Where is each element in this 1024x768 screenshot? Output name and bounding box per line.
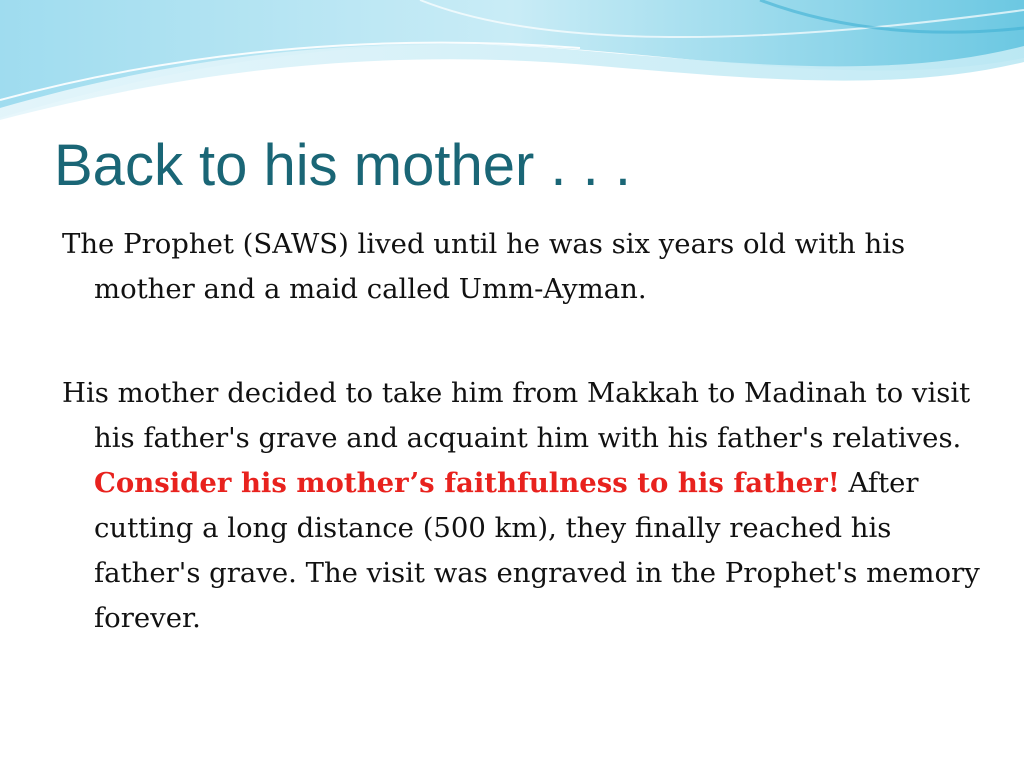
- paragraph-2: [62, 371, 982, 641]
- paragraph-2-text-start: His mother decided to take him from Makkah to Madinah to visit his father's grave and acquaint him with his father's relatives.: [62, 377, 971, 454]
- highlighted-text: Consider his mother’s faithfulness to his father!: [94, 467, 840, 499]
- decorative-wave-header: [0, 0, 1024, 120]
- slide-body: [62, 222, 982, 641]
- paragraph-2-text-end: After cutting a long distance (500 km), they finally reached his father's grave. The visit was engraved in the Prophet's memory forever.: [94, 467, 980, 634]
- slide-title: Back to his mother . . .: [54, 133, 631, 198]
- paragraph-1: The Prophet (SAWS) lived until he was six years old with his mother and a maid called Umm-Ayman.: [62, 228, 906, 305]
